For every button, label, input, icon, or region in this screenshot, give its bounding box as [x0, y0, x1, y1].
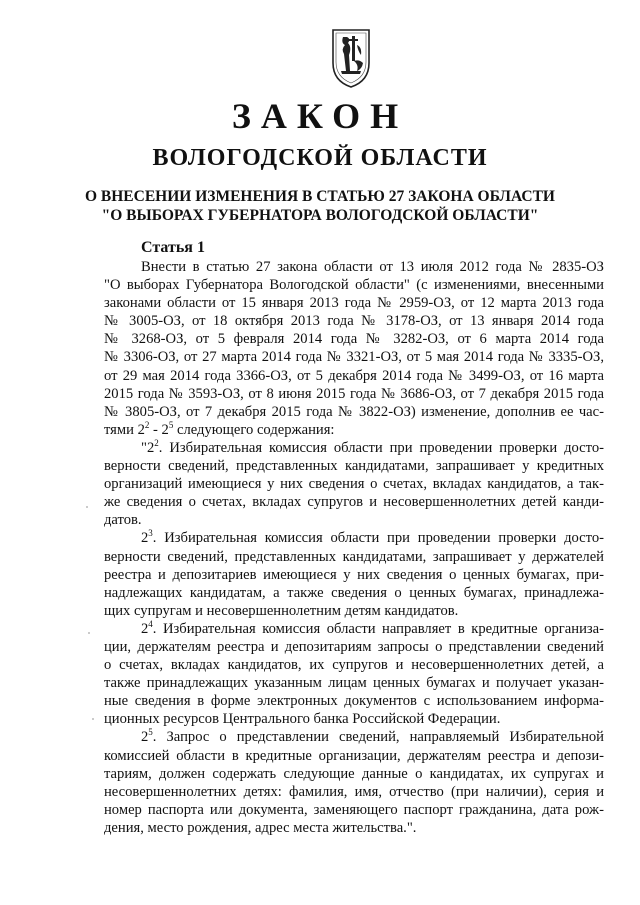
- scan-speck: [86, 506, 88, 508]
- text-line: "О выборах Губернатора Вологодской области" (с изменениями, внесенными: [104, 277, 604, 294]
- paragraph-2-4-first-line: $2^4$. Избирательная комиссия области направляет в кредитные организа-: [141, 619, 604, 637]
- paragraph-2-5-first-line: $2^5$. Запрос о представлении сведений, направляемый Избирательной: [141, 727, 604, 746]
- vologda-coat-of-arms-icon: [327, 27, 375, 89]
- paragraph-2-2-first-line: "$2^2$. Избирательная комиссия области при проведении проверки досто-: [141, 438, 604, 456]
- text-line: ные сведения в форме электронных документов с использованием информа-: [104, 693, 604, 710]
- text-line: Внести в статью 27 закона области от 13 июля 2012 года № 2835-ОЗ: [141, 259, 604, 275]
- text-line: реестра и депозитариев имеющиеся у них сведения о ценных бумагах, при-: [104, 566, 604, 583]
- text-line: комиссией области в кредитные организации, держателям реестра и депози-: [104, 747, 604, 764]
- text-line: же сведения о счетах, вкладах супругов и несовершеннолетних детей канди-: [104, 494, 604, 511]
- text-line: от 29 мая 2014 года 3366-ОЗ, от 5 декабря 2014 года № 3499-ОЗ, от 16 марта: [104, 367, 604, 384]
- text-line: ции, держателям реестра и депозитариям запросы о представлении сведений: [104, 638, 604, 655]
- text-line: верности сведений, представленных кандидатами, запрашивает у кредитных: [104, 458, 604, 475]
- article-title: Статья 1: [141, 239, 205, 256]
- text-line: ционных ресурсов Центрального банка Российской Федерации.: [104, 711, 501, 728]
- text-line: щих супругам и несовершеннолетним детям кандидатов.: [104, 602, 459, 619]
- text-line: № 3306-ОЗ, от 27 марта 2014 года № 3321-ОЗ, от 5 мая 2014 года № 3335-ОЗ,: [104, 349, 604, 366]
- text-line: верности сведений, представленных кандидатами, запрашивает у держателей: [104, 548, 604, 565]
- text-line: несовершеннолетних детях: фамилия, имя, отчество (при наличии), серия и: [104, 783, 604, 800]
- document-subtitle: ВОЛОГОДСКОЙ ОБЛАСТИ: [152, 145, 488, 171]
- heading-line: О ВНЕСЕНИИ ИЗМЕНЕНИЯ В СТАТЬЮ 27 ЗАКОНА ОБЛАСТИ: [84, 188, 555, 205]
- scan-speck: [88, 632, 90, 634]
- text-line: организаций имеющиеся у них сведения о счетах, вкладах кандидатов, а так-: [104, 476, 604, 493]
- text-line: 2015 года № 3593-ОЗ, от 8 июня 2015 года № 3686-ОЗ, от 7 декабря 2015 года: [104, 385, 604, 402]
- document-heading: [0, 187, 640, 225]
- text-line: № 3268-ОЗ, от 5 февраля 2014 года № 3282-ОЗ, от 6 марта 2014 года: [104, 331, 604, 348]
- scan-speck: [92, 718, 94, 720]
- text-line: № 3805-ОЗ, от 7 декабря 2015 года № 3822-ОЗ) изменение, дополнив ее час-: [104, 403, 604, 420]
- text-line: тариям, должен содержать следующие данные о кандидатах, их супругах и: [104, 765, 604, 782]
- text-line: датов.: [104, 512, 142, 529]
- text-line: номер паспорта или документа, заменяющего паспорт гражданина, дата рож-: [104, 801, 604, 818]
- text-line: надлежащих кандидатам, а также сведения о ценных бумагах, принадлежа-: [104, 584, 604, 601]
- text-line: № 3005-ОЗ, от 18 октября 2013 года № 3178-ОЗ, от 13 января 2014 года: [104, 313, 604, 330]
- article-body: [104, 258, 604, 837]
- paragraph-2-3-first-line: $2^3$. Избирательная комиссия области при проведении проверки досто-: [141, 528, 604, 547]
- document-title: ЗАКОН: [231, 96, 409, 136]
- heading-line: "О ВЫБОРАХ ГУБЕРНАТОРА ВОЛОГОДСКОЙ ОБЛАСТИ": [101, 207, 539, 224]
- text-line: тями $2^2 - 2^5$ следующего содержания:: [104, 419, 335, 438]
- text-line: также принадлежащих указанным лицам ценных бумагах и получает указан-: [104, 675, 604, 692]
- text-line: законами области от 15 января 2013 года № 2959-ОЗ, от 12 марта 2013 года: [104, 295, 604, 312]
- text-line: дения, место рождения, адрес места жительства.".: [104, 819, 417, 836]
- text-line: о счетах, вкладах кандидатов, их супругов и несовершеннолетних детей, а: [104, 657, 604, 674]
